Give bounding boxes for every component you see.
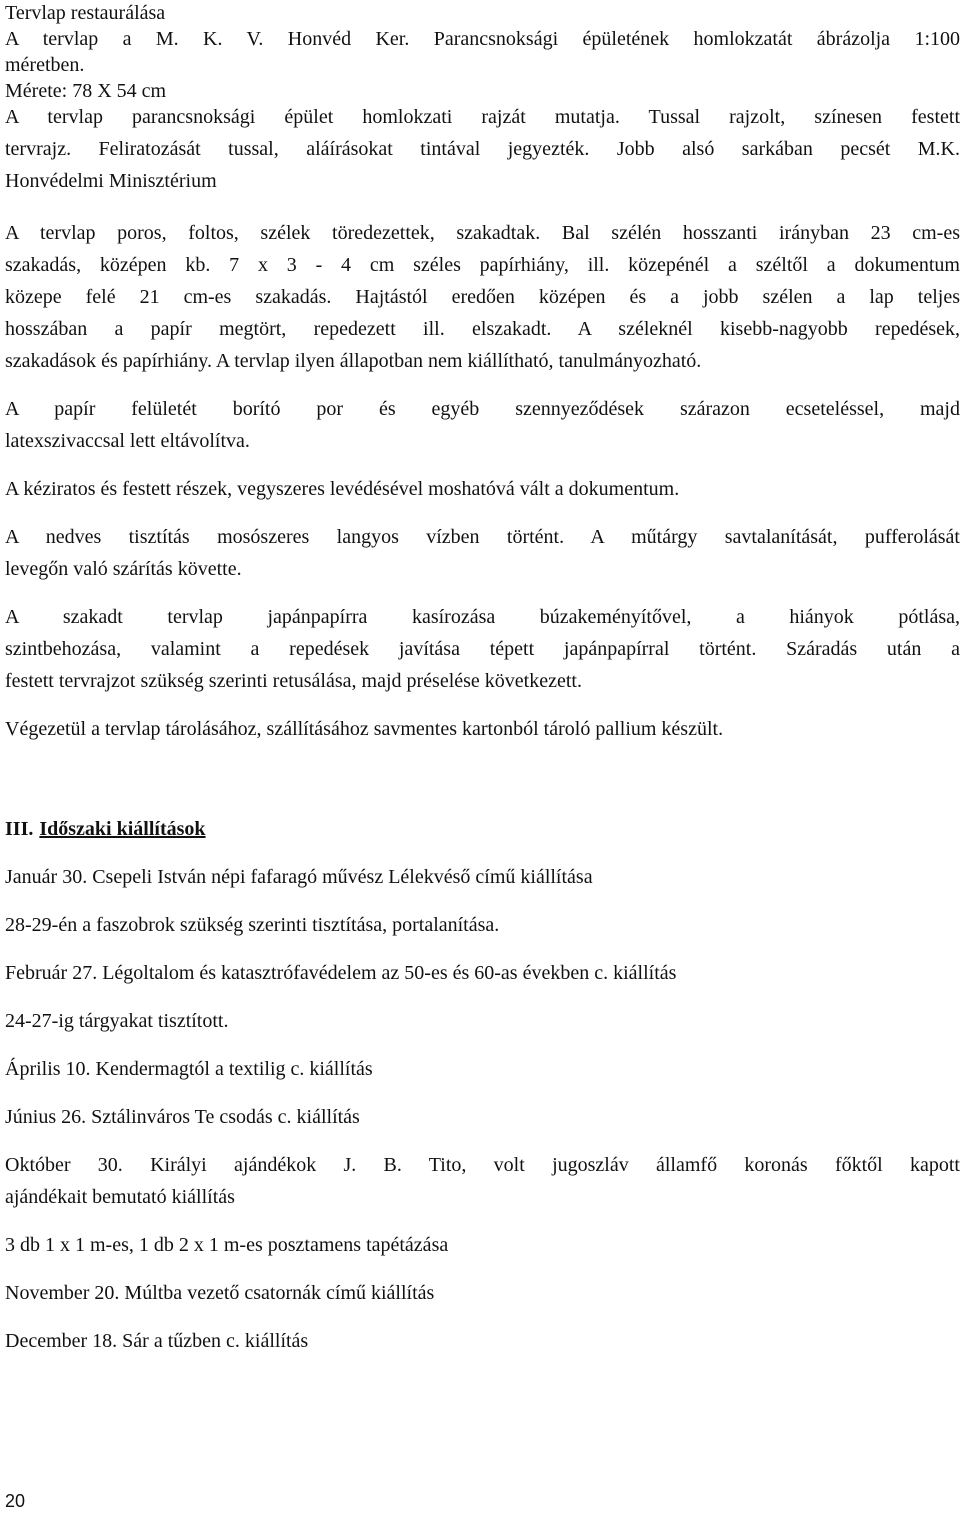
- description-line: méretben.: [5, 54, 85, 76]
- section-heading-title: Időszaki kiállítások: [39, 818, 206, 840]
- paragraph-line: A tervlap poros, foltos, szélek töredezettek, szakadtak. Bal szélén hosszanti irányban 23 cm-es: [5, 222, 960, 244]
- paragraph-line: levegőn való szárítás követte.: [5, 558, 242, 580]
- lining-paragraph: [5, 601, 960, 697]
- storage-paragraph: Végezetül a tervlap tárolásához, szállításához savmentes kartonból tároló pallium készült.: [5, 718, 724, 740]
- paragraph-line: A papír felületét borító por és egyéb szennyeződések szárazon ecseteléssel, majd: [5, 398, 960, 420]
- event-item: [5, 1149, 960, 1213]
- paragraph-line: szintbehozása, valamint a repedések javítása tépett japánpapírral történt. Száradás után a: [5, 638, 960, 660]
- paragraph-line: A szakadt tervlap japánpapírra kasírozása búzakeményítővel, a hiányok pótlása,: [5, 606, 960, 628]
- description-line: Honvédelmi Minisztérium: [5, 170, 217, 192]
- paragraph-line: közepe felé 21 cm-es szakadás. Hajtástól eredően középen és a jobb szélen a lap teljes: [5, 286, 960, 308]
- document-page: [5, 0, 960, 1357]
- paragraph-line: latexszivaccsal lett eltávolítva.: [5, 430, 250, 452]
- page-number: 20: [5, 1491, 26, 1511]
- event-line: ajándékait bemutató kiállítás: [5, 1186, 235, 1208]
- section-number: III.: [5, 818, 34, 840]
- description-line: A tervlap a M. K. V. Honvéd Ker. Parancsnoksági épületének homlokzatát ábrázolja 1:100: [5, 28, 960, 50]
- condition-paragraph: [5, 217, 960, 377]
- event-line: Október 30. Királyi ajándékok J. B. Tito, volt jugoszláv államfő koronás főktől kapott: [5, 1154, 960, 1176]
- paragraph-line: szakadás, középen kb. 7 x 3 - 4 cm széles papírhiány, ill. közepénél a széltől a dokumentum: [5, 254, 960, 276]
- events-list: [5, 861, 960, 1357]
- event-item: 24-27-ig tárgyakat tisztított.: [5, 1010, 229, 1032]
- intro-block: [5, 0, 960, 197]
- size-line: Mérete: 78 X 54 cm: [5, 80, 167, 102]
- paragraph-line: festett tervrajzot szükség szerinti retusálása, majd préselése következett.: [5, 670, 582, 692]
- event-item: Január 30. Csepeli István népi fafaragó művész Lélekvéső című kiállítása: [5, 866, 593, 888]
- paragraph-line: A nedves tisztítás mosószeres langyos vízben történt. A műtárgy savtalanítását, pufferolását: [5, 526, 960, 548]
- paragraph-line: hosszában a papír megtört, repedezett ill. elszakadt. A széleknél kisebb-nagyobb repedések,: [5, 318, 960, 340]
- event-item: 3 db 1 x 1 m-es, 1 db 2 x 1 m-es posztamens tapétázása: [5, 1234, 449, 1256]
- event-item: 28-29-én a faszobrok szükség szerinti tisztítása, portalanítása.: [5, 914, 500, 936]
- washing-paragraph: [5, 521, 960, 585]
- cleaning-paragraph: [5, 393, 960, 457]
- description-line: A tervlap parancsnoksági épület homlokzati rajzát mutatja. Tussal rajzolt, színesen festett: [5, 106, 960, 128]
- event-item: November 20. Múltba vezető csatornák című kiállítás: [5, 1282, 435, 1304]
- paragraph-line: szakadások és papírhiány. A tervlap ilyen állapotban nem kiállítható, tanulmányozható.: [5, 350, 702, 372]
- event-item: December 18. Sár a tűzben c. kiállítás: [5, 1330, 309, 1352]
- event-item: Február 27. Légoltalom és katasztrófavédelem az 50-es és 60-as években c. kiállítás: [5, 962, 677, 984]
- description-line: tervrajz. Feliratozását tussal, aláírásokat tintával jegyezték. Jobb alsó sarkában pecsét M.K.: [5, 138, 960, 160]
- event-item: Április 10. Kendermagtól a textilig c. kiállítás: [5, 1058, 373, 1080]
- section-heading: [5, 813, 960, 845]
- event-item: Június 26. Sztálinváros Te csodás c. kiállítás: [5, 1106, 360, 1128]
- protection-paragraph: A kéziratos és festett részek, vegyszeres levédésével moshatóvá vált a dokumentum.: [5, 478, 680, 500]
- section-title: Tervlap restaurálása: [5, 2, 166, 24]
